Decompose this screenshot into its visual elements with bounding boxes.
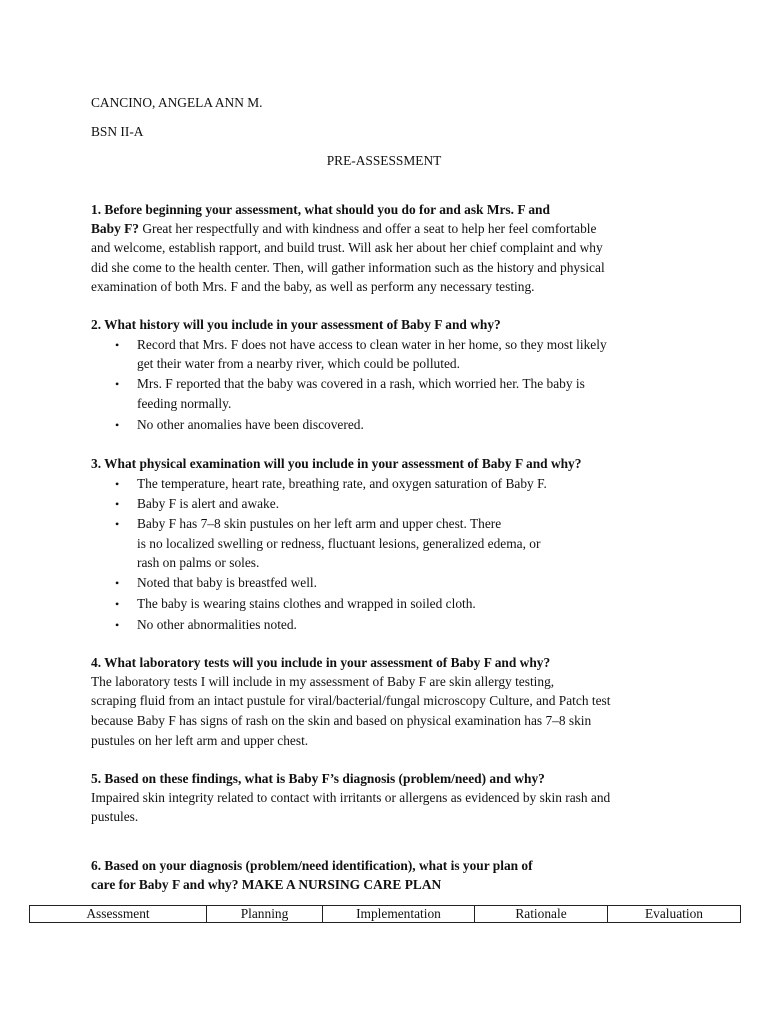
bullet-marker: •	[115, 338, 120, 352]
bullet-marker: •	[115, 418, 120, 432]
q2-bullet-text: get their water from a nearby river, which could be polluted.	[137, 356, 460, 371]
table-header-row	[30, 906, 741, 923]
bullet-marker: •	[115, 377, 120, 391]
q3-bullet-text: Baby F is alert and awake.	[137, 496, 280, 511]
q1-question-line: 1. Before beginning your assessment, what should you do for and ask Mrs. F and	[91, 202, 550, 217]
q2-bullet-text: Record that Mrs. F does not have access to clean water in her home, so they most likely	[137, 337, 607, 352]
q1-answer-line: did she come to the health center. Then, will gather information such as the history and physical	[91, 260, 605, 275]
q5-question: 5. Based on these findings, what is Baby F’s diagnosis (problem/need) and why?	[91, 771, 545, 786]
q3-question: 3. What physical examination will you include in your assessment of Baby F and why?	[91, 456, 582, 471]
q2-question: 2. What history will you include in your assessment of Baby F and why?	[91, 317, 501, 332]
student-section: BSN II-A	[91, 124, 144, 139]
student-name: CANCINO, ANGELA ANN M.	[91, 95, 263, 110]
q5-answer-line: Impaired skin integrity related to contact with irritants or allergens as evidenced by skin rash and	[91, 790, 611, 805]
q3-bullet-text: rash on palms or soles.	[137, 555, 260, 570]
q6-question-line: care for Baby F and why? MAKE A NURSING CARE PLAN	[91, 877, 442, 892]
q3-bullet-text: Noted that baby is breastfed well.	[137, 575, 317, 590]
q4-answer-line: The laboratory tests I will include in my assessment of Baby F are skin allergy testing,	[91, 674, 555, 689]
table-header-cell: Implementation	[323, 906, 475, 923]
bullet-marker: •	[115, 618, 120, 632]
q6-question-line: 6. Based on your diagnosis (problem/need identification), what is your plan of	[91, 858, 533, 873]
table-header-cell: Evaluation	[608, 906, 741, 923]
q3-bullet-text: The baby is wearing stains clothes and wrapped in soiled cloth.	[137, 596, 476, 611]
bullet-marker: •	[115, 576, 120, 590]
q3-bullet-text: is no localized swelling or redness, fluctuant lesions, generalized edema, or	[137, 536, 541, 551]
page-title: PRE-ASSESSMENT	[326, 153, 442, 168]
bullet-marker: •	[115, 477, 120, 491]
q3-bullet-text: Baby F has 7–8 skin pustules on her left arm and upper chest. There	[137, 516, 502, 531]
q5-answer-line: pustules.	[91, 809, 139, 824]
q4-answer-line: scraping fluid from an intact pustule for viral/bacterial/fungal microscopy Culture, and Patch test	[91, 693, 611, 708]
q2-bullet-text: feeding normally.	[137, 396, 232, 411]
q2-bullet-text: Mrs. F reported that the baby was covered in a rash, which worried her. The baby is	[137, 376, 585, 391]
q1-answer-line	[91, 221, 596, 237]
table-header-cell: Planning	[207, 906, 323, 923]
bullet-marker: •	[115, 497, 120, 511]
bullet-marker: •	[115, 597, 120, 611]
q3-bullet-text: The temperature, heart rate, breathing rate, and oxygen saturation of Baby F.	[137, 476, 547, 491]
q1-question-end: Baby F?	[91, 221, 139, 236]
q1-answer-line: examination of both Mrs. F and the baby, as well as perform any necessary testing.	[91, 279, 535, 294]
bullet-marker: •	[115, 517, 120, 531]
q4-answer-line: pustules on her left arm and upper chest.	[91, 733, 309, 748]
q4-answer-line: because Baby F has signs of rash on the skin and based on physical examination has 7–8 skin	[91, 713, 592, 728]
q3-bullet-text: No other abnormalities noted.	[137, 617, 297, 632]
table-header-cell: Rationale	[475, 906, 608, 923]
q2-bullet-text: No other anomalies have been discovered.	[137, 417, 364, 432]
q4-question: 4. What laboratory tests will you include in your assessment of Baby F and why?	[91, 655, 551, 670]
q1-answer-line: and welcome, establish rapport, and build trust. Will ask her about her chief complaint and why	[91, 240, 603, 255]
nursing-care-plan-table	[29, 905, 741, 923]
q1-answer-start: Great her respectfully and with kindness and offer a seat to help her feel comfortable	[139, 221, 597, 236]
table-header-cell: Assessment	[30, 906, 207, 923]
